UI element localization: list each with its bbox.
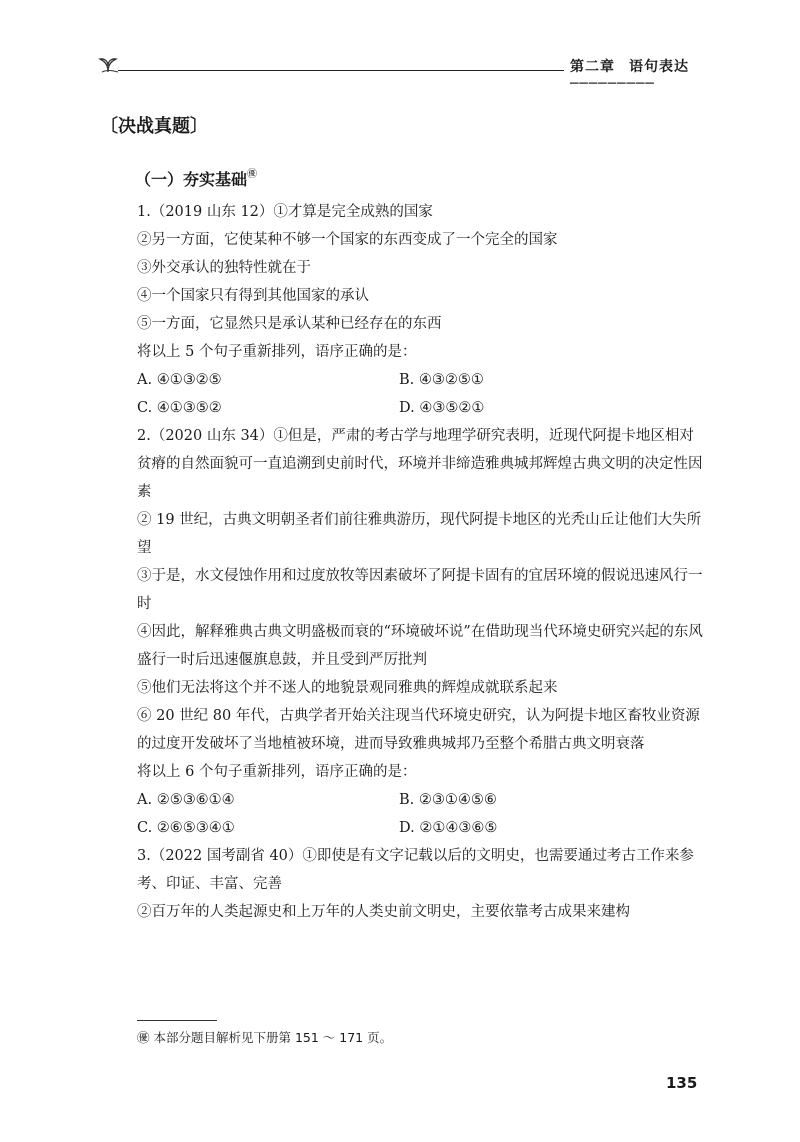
q2-option-a: A. ②⑤③⑥①④ [137, 792, 235, 808]
chapter-heading: 第二章 语句表达 ───────── [564, 56, 708, 92]
q2-sentence-6: ⑥ 20 世纪 80 年代，古典学者开始关注现当代环境史研究，认为阿提卡地区畜牧业资源的过度开发破坏了当地植被环境，进而导致雅典城邦乃至整个希腊古典文明衰落 [137, 708, 700, 752]
running-header [96, 52, 708, 92]
q2-options-row-2 [137, 814, 705, 842]
q1-sentence-3: ③外交承认的独特性就在于 [137, 260, 311, 276]
q1-sentence-5: ⑤一方面，它显然只是承认某种已经存在的东西 [137, 316, 442, 332]
question-content [137, 198, 705, 926]
q1-option-b: B. ④③②⑤① [399, 372, 484, 388]
q1-options-row-2 [137, 394, 705, 422]
subsection-title [135, 165, 257, 190]
q2-option-b: B. ②③①④⑤⑥ [399, 792, 497, 808]
q2-sentence-4: ④因此，解释雅典古典文明盛极而衰的“环境破坏说”在借助现当代环境史研究兴起的东风盛行一时后迅速偃旗息鼓，并且受到严厉批判 [137, 624, 703, 668]
q1-options-row-1 [137, 366, 705, 394]
q1-option-a: A. ④①③②⑤ [137, 372, 222, 388]
q2-sentence-3: ③于是，水文侵蚀作用和过度放牧等因素破坏了阿提卡固有的宜居环境的假说迅速风行一时 [137, 568, 703, 612]
q3-sentence-2: ②百万年的人类起源史和上万年的人类史前文明史，主要依靠考古成果来建构 [137, 904, 630, 920]
q1-prompt: 将以上 5 个句子重新排列，语序正确的是： [137, 344, 417, 360]
footnote-marker: ㊝ [247, 169, 258, 180]
section-title: 〔决战真题〕 [100, 116, 208, 137]
page-number: 135 [666, 1074, 698, 1092]
sprout-icon [96, 52, 120, 76]
q2-prompt: 将以上 6 个句子重新排列，语序正确的是： [137, 764, 417, 780]
q2-stem: 2.（2020 山东 34）①但是，严肃的考古学与地理学研究表明，近现代阿提卡地区相对贫瘠的自然面貌可一直追溯到史前时代，环境并非缔造雅典城邦辉煌古典文明的决定性因素 [137, 428, 703, 500]
q1-option-d: D. ④③⑤②① [399, 400, 485, 416]
q1-stem: 1.（2019 山东 12）①才算是完全成熟的国家 [137, 204, 433, 220]
footnote: ㊝ 本部分题目解析见下册第 151 ～ 171 页。 [137, 1030, 393, 1045]
q1-sentence-4: ④一个国家只有得到其他国家的承认 [137, 288, 369, 304]
q1-sentence-2: ②另一方面，它使某种不够一个国家的东西变成了一个完全的国家 [137, 232, 558, 248]
q2-options-row-1 [137, 786, 705, 814]
q3-stem: 3.（2022 国考副省 40）①即使是有文字记载以后的文明史，也需要通过考古工作来参考、印证、丰富、完善 [137, 848, 694, 892]
subsection-title-text: （一）夯实基础 [135, 170, 248, 189]
chapter-number: 第二章 [570, 59, 615, 75]
footnote-rule [137, 1020, 217, 1021]
chapter-title: 语句表达 [629, 59, 689, 75]
q2-option-c: C. ②⑥⑤③④① [137, 820, 235, 836]
q2-sentence-2: ② 19 世纪，古典文明朝圣者们前往雅典游历，现代阿提卡地区的光秃山丘让他们大失所望 [137, 512, 702, 556]
q2-sentence-5: ⑤他们无法将这个并不迷人的地貌景观同雅典的辉煌成就联系起来 [137, 680, 558, 696]
q1-option-c: C. ④①③⑤② [137, 400, 222, 416]
q2-option-d: D. ②①④③⑥⑤ [399, 820, 498, 836]
